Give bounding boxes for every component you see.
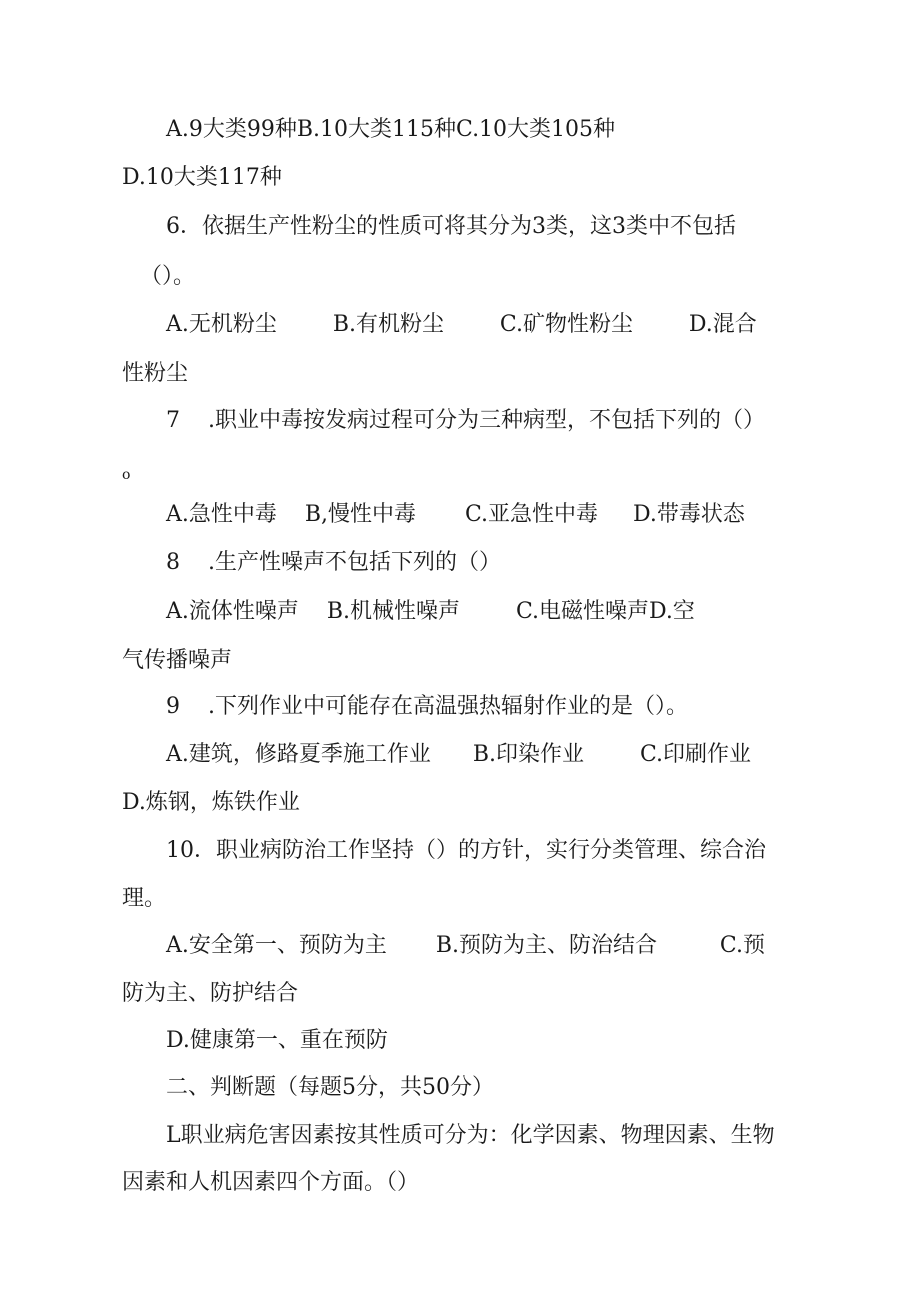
- q6-options-cont: 性粉尘: [122, 361, 189, 386]
- q9-options: A.建筑，修路夏季施工作业 B.印染作业 C.印刷作业: [166, 742, 751, 767]
- tf-q1: L职业病危害因素按其性质可分为：化学因素、物理因素、生物: [166, 1123, 775, 1148]
- q9-stem: 9 .下列作业中可能存在高温强热辐射作业的是（）。: [166, 694, 688, 719]
- q8-options: A.流体性噪声 B.机械性噪声 C.电磁性噪声D.空: [166, 599, 695, 624]
- q5-option-d: D.10大类117种: [122, 165, 282, 190]
- q6-options: A.无机粉尘 B.有机粉尘 C.矿物性粉尘 D.混合: [166, 312, 757, 337]
- q6-stem-cont: （）。: [140, 264, 196, 289]
- q8-options-cont: 气传播噪声: [122, 648, 233, 673]
- q7-options: A.急性中毒 B,慢性中毒 C.亚急性中毒 D.带毒状态: [166, 502, 745, 527]
- tf-q1-cont: 因素和人机因素四个方面。（）: [122, 1170, 420, 1195]
- q10-option-d: D.健康第一、重在预防: [166, 1028, 388, 1053]
- q10-stem-cont: 理。: [122, 886, 167, 911]
- section-heading: 二、判断题（每题5分，共50分）: [166, 1075, 494, 1100]
- q7-stem: 7 .职业中毒按发病过程可分为三种病型，不包括下列的（）: [166, 408, 765, 433]
- q9-options-cont: D.炼钢，炼铁作业: [122, 790, 300, 815]
- q10-options-cont: 防为主、防护结合: [122, 981, 299, 1006]
- q10-options: A.安全第一、预防为主 B.预防为主、防治结合 C.预: [166, 933, 765, 958]
- q5-options-abc: A.9大类99种B.10大类115种C.10大类105种: [166, 117, 616, 142]
- q8-stem: 8 .生产性噪声不包括下列的（）: [166, 550, 501, 575]
- q10-stem: 10．职业病防治工作坚持（）的方针，实行分类管理、综合治: [166, 838, 766, 863]
- q7-stem-cont: o: [122, 467, 131, 483]
- q6-stem: 6．依据生产性粉尘的性质可将其分为3类，这3类中不包括: [166, 214, 736, 239]
